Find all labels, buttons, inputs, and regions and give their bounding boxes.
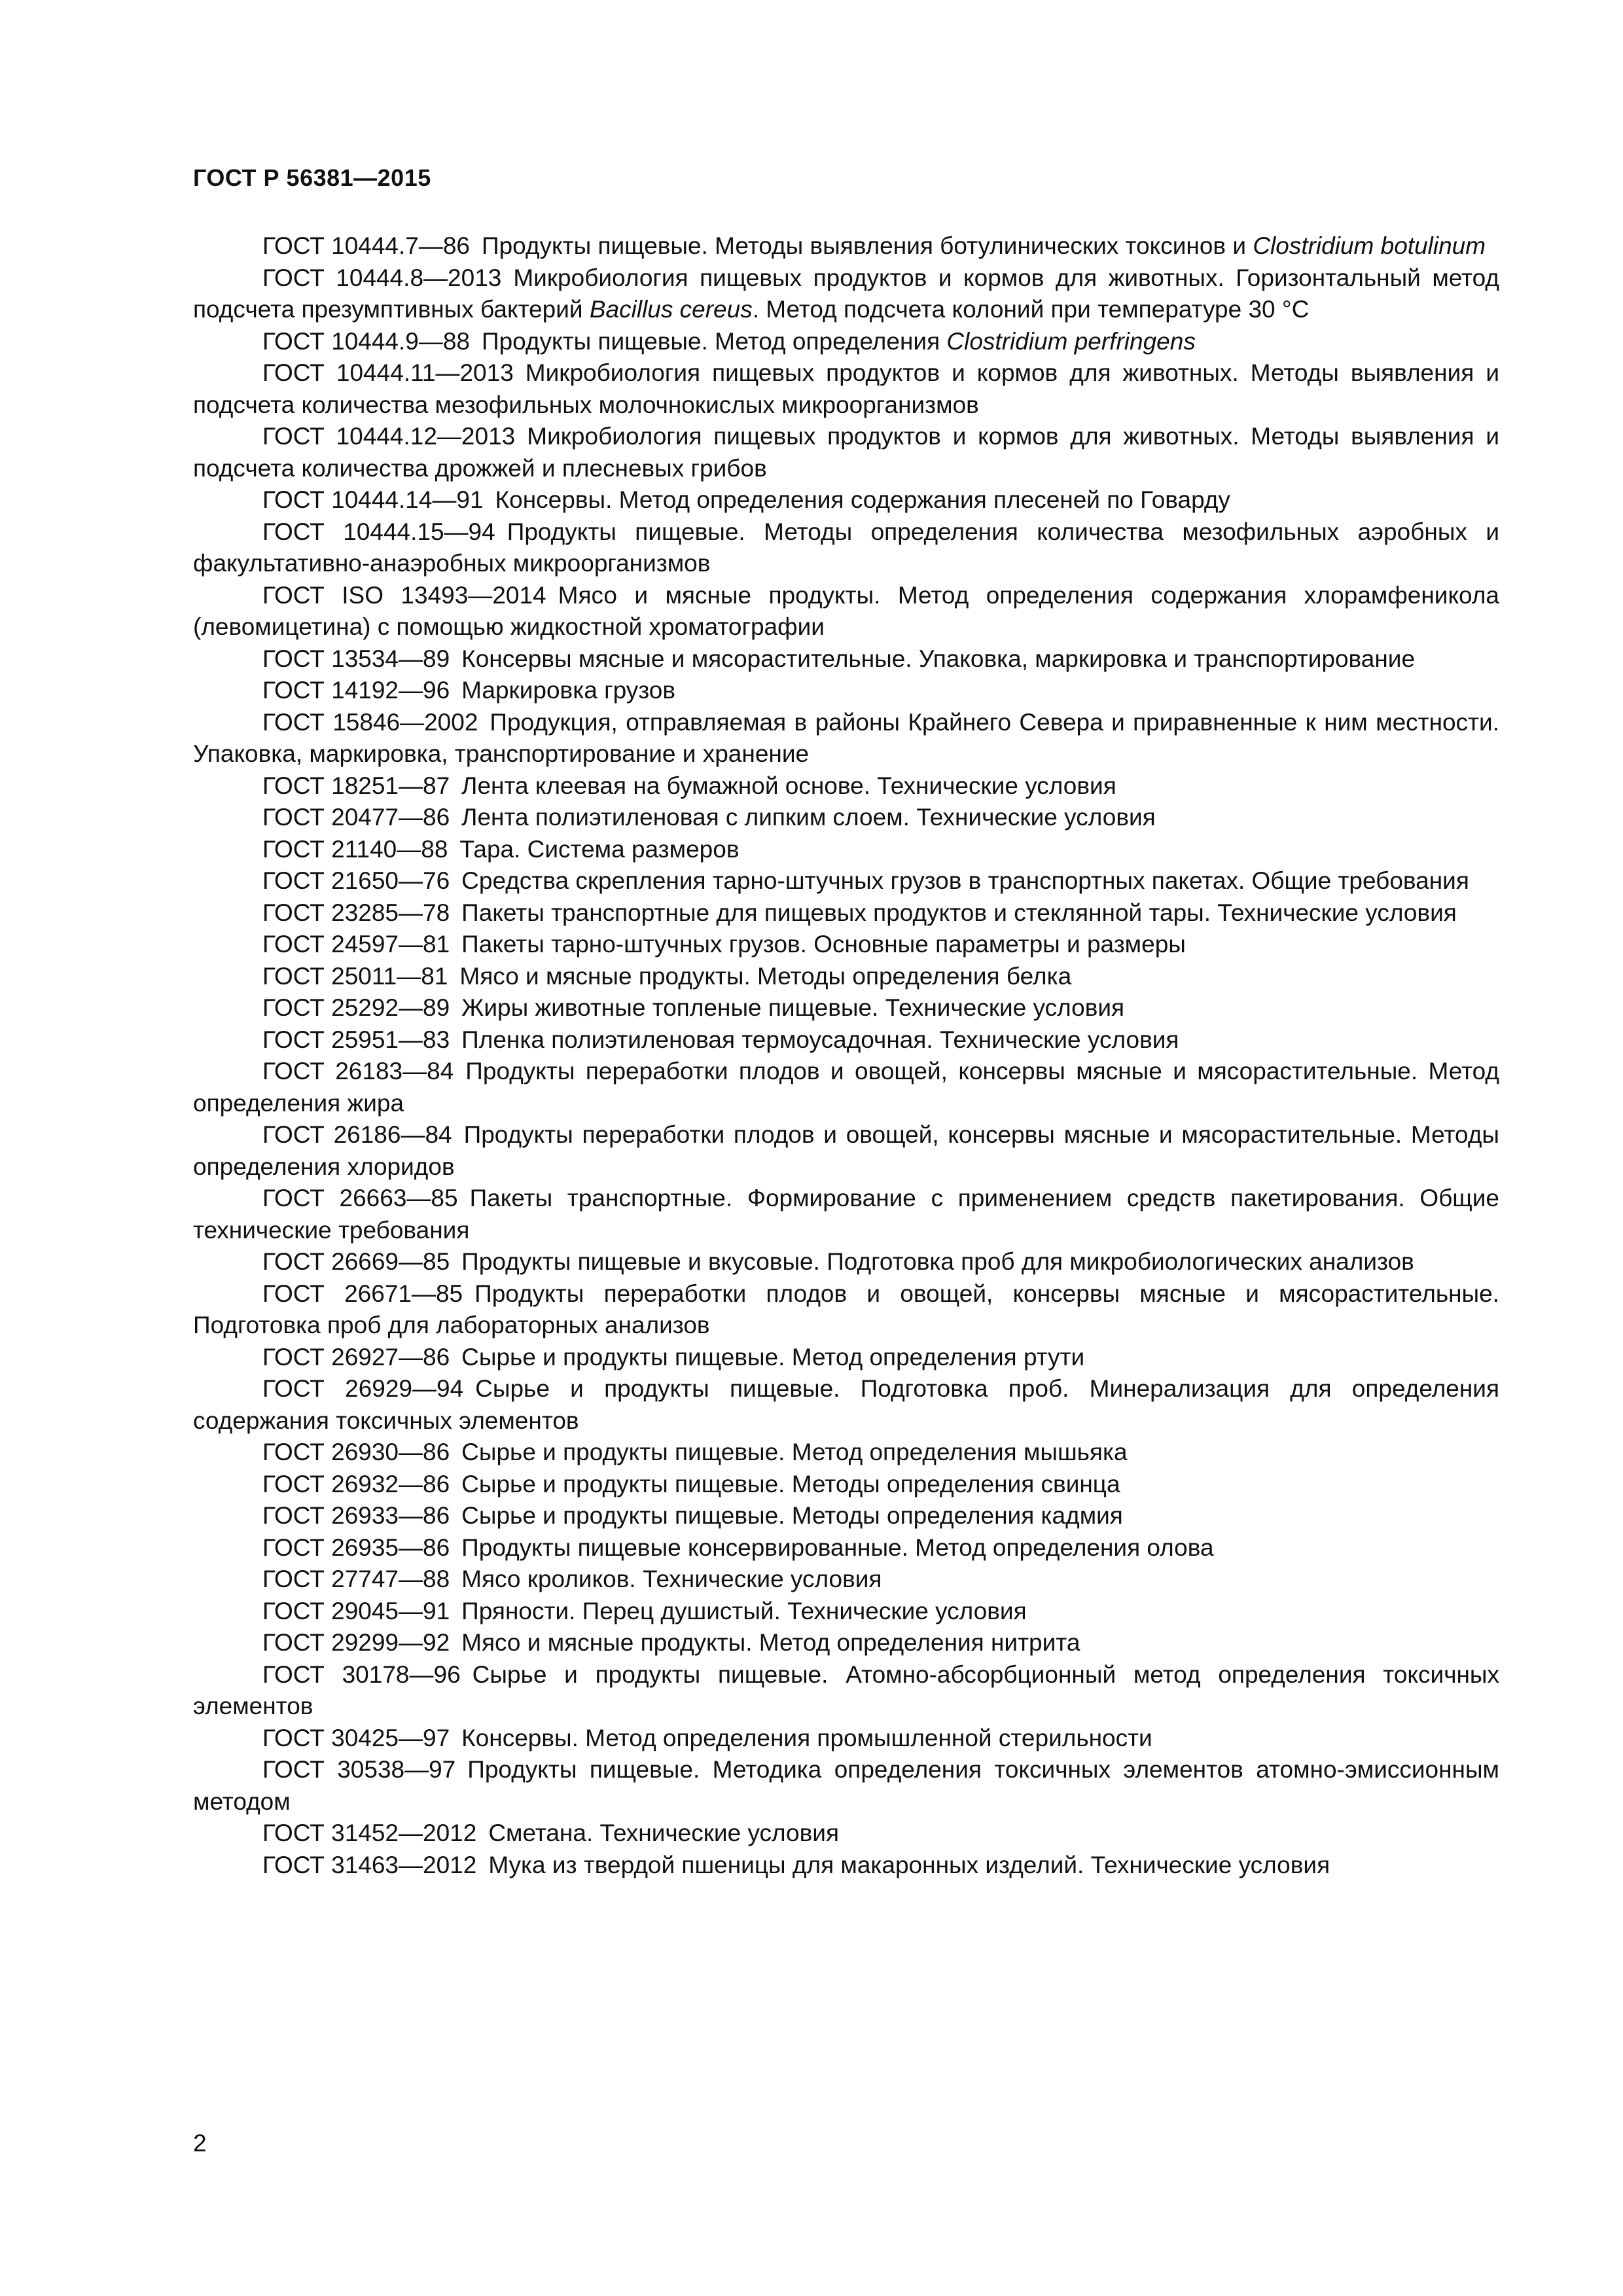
reference-title: Продукты переработки плодов и овощей, консервы мясные и мясорастительные. Методы определения хлоридов	[193, 1121, 1499, 1180]
reference-code: ГОСТ 27747—88	[262, 1566, 450, 1592]
reference-title: Продукты переработки плодов и овощей, консервы мясные и мясорастительные. Метод определения жира	[193, 1058, 1500, 1117]
reference-item	[193, 834, 1499, 866]
reference-item	[193, 580, 1499, 643]
reference-item	[193, 1596, 1499, 1628]
reference-title: Консервы мясные и мясорастительные. Упаковка, маркировка и транспортирование	[461, 645, 1416, 672]
reference-item	[193, 1246, 1499, 1278]
reference-title: Продукты пищевые. Методы выявления ботулинических токсинов и	[482, 232, 1253, 259]
reference-item	[193, 421, 1499, 484]
reference-item	[193, 1278, 1499, 1342]
reference-title: Мясо и мясные продукты. Метод определения содержания хлорамфеникола (левомицетина) с помощью жидкостной хроматографии	[193, 581, 1499, 640]
reference-code: ГОСТ 30178—96	[262, 1660, 461, 1688]
reference-item	[193, 1469, 1499, 1501]
reference-title: Мясо кроликов. Технические условия	[461, 1566, 882, 1592]
reference-title: Мясо и мясные продукты. Метод определения нитрита	[461, 1629, 1080, 1656]
reference-title: Консервы. Метод определения содержания плесеней по Говарду	[495, 486, 1230, 513]
reference-item	[193, 357, 1499, 421]
reference-title: Лента полиэтиленовая с липким слоем. Технические условия	[461, 804, 1156, 831]
reference-item	[193, 326, 1499, 358]
reference-item	[193, 1818, 1499, 1850]
page-header-standard-number: ГОСТ Р 56381—2015	[193, 164, 431, 191]
reference-code: ГОСТ 10444.9—88	[262, 327, 471, 355]
reference-item	[193, 961, 1499, 993]
reference-title-italic: Bacillus cereus	[589, 296, 753, 323]
reference-title-italic: Clostridium perfringens	[946, 327, 1196, 355]
reference-item	[193, 516, 1499, 580]
reference-code: ГОСТ 13534—89	[262, 645, 450, 672]
reference-title: Мясо и мясные продукты. Методы определения белка	[459, 962, 1072, 990]
reference-code: ГОСТ 10444.15—94	[262, 518, 495, 545]
reference-item	[193, 1437, 1499, 1469]
reference-code: ГОСТ 10444.7—86	[262, 232, 471, 259]
reference-title: Продукты пищевые и вкусовые. Подготовка проб для микробиологических анализов	[461, 1248, 1414, 1275]
reference-item	[193, 675, 1499, 707]
reference-code: ГОСТ 15846—2002	[262, 708, 478, 736]
reference-code: ГОСТ 26929—94	[262, 1375, 464, 1402]
reference-item	[193, 643, 1499, 675]
reference-code: ГОСТ 14192—96	[262, 677, 450, 704]
reference-title: Пакеты транспортные. Формирование с применением средств пакетирования. Общие технические требования	[193, 1185, 1499, 1244]
reference-item	[193, 1532, 1499, 1564]
reference-title: Сырье и продукты пищевые. Подготовка проб. Минерализация для определения содержания токсичных элементов	[193, 1375, 1499, 1434]
reference-title-tail: . Метод подсчета колоний при температуре 30 °С	[752, 296, 1310, 323]
reference-item	[193, 865, 1499, 897]
reference-item	[193, 1723, 1499, 1755]
reference-title: Сырье и продукты пищевые. Атомно-абсорбционный метод определения токсичных элементов	[193, 1660, 1499, 1719]
reference-code: ГОСТ 26669—85	[262, 1248, 450, 1275]
reference-title: Продукция, отправляемая в районы Крайнего Севера и приравненные к ним местности. Упаковка, маркировка, транспортирование и хранение	[193, 708, 1499, 767]
reference-code: ГОСТ 26927—86	[262, 1343, 450, 1371]
reference-item	[193, 1056, 1499, 1119]
reference-title: Средства скрепления тарно-штучных грузов в транспортных пакетах. Общие требования	[461, 867, 1469, 894]
reference-title: Пряности. Перец душистый. Технические условия	[461, 1597, 1027, 1624]
reference-code: ГОСТ 26663—85	[262, 1185, 458, 1211]
reference-code: ГОСТ 10444.11—2013	[262, 359, 514, 386]
reference-title: Сырье и продукты пищевые. Методы определения кадмия	[461, 1502, 1123, 1529]
reference-item	[193, 1564, 1499, 1596]
reference-code: ГОСТ 31463—2012	[262, 1851, 477, 1878]
page-number: 2	[193, 2130, 207, 2157]
reference-code: ГОСТ 20477—86	[262, 804, 450, 831]
reference-code: ГОСТ 10444.12—2013	[262, 423, 516, 450]
reference-title: Сырье и продукты пищевые. Метод определения мышьяка	[461, 1439, 1128, 1465]
reference-item	[193, 897, 1499, 929]
reference-code: ГОСТ 26186—84	[262, 1121, 452, 1148]
reference-code: ГОСТ 25951—83	[262, 1026, 450, 1053]
reference-item	[193, 1183, 1499, 1246]
reference-code: ГОСТ 30425—97	[262, 1724, 450, 1751]
reference-title: Мука из твердой пшеницы для макаронных изделий. Технические условия	[488, 1851, 1330, 1878]
reference-title: Пленка полиэтиленовая термоусадочная. Технические условия	[461, 1026, 1179, 1053]
reference-code: ГОСТ 26183—84	[262, 1058, 454, 1085]
reference-item	[193, 770, 1499, 802]
reference-item	[193, 1119, 1499, 1183]
reference-title: Пакеты тарно-штучных грузов. Основные параметры и размеры	[461, 931, 1186, 958]
reference-item	[193, 1659, 1499, 1723]
reference-title-italic: Clostridium botulinum	[1253, 232, 1486, 259]
reference-title: Микробиология пищевых продуктов и кормов для животных. Горизонтальный метод подсчета презумптивных бактерий	[193, 264, 1499, 323]
reference-code: ГОСТ 25292—89	[262, 994, 450, 1021]
reference-code: ГОСТ 26935—86	[262, 1534, 450, 1561]
reference-code: ГОСТ 10444.8—2013	[262, 264, 502, 291]
reference-code: ГОСТ 31452—2012	[262, 1820, 477, 1846]
reference-code: ГОСТ 23285—78	[262, 899, 450, 926]
reference-item	[193, 707, 1499, 770]
reference-title: Продукты пищевые. Методы определения количества мезофильных аэробных и факультативно-анаэробных микроорганизмов	[193, 518, 1499, 577]
reference-title: Сметана. Технические условия	[488, 1820, 839, 1846]
reference-item	[193, 1754, 1499, 1818]
reference-item	[193, 929, 1499, 961]
reference-title: Сырье и продукты пищевые. Метод определения ртути	[461, 1343, 1085, 1371]
reference-code: ГОСТ 18251—87	[262, 772, 450, 799]
reference-item	[193, 1342, 1499, 1374]
reference-title: Лента клеевая на бумажной основе. Технические условия	[461, 772, 1116, 799]
reference-item	[193, 802, 1499, 834]
reference-item	[193, 1024, 1499, 1056]
reference-item	[193, 1627, 1499, 1659]
reference-title: Маркировка грузов	[461, 677, 676, 704]
reference-code: ГОСТ 10444.14—91	[262, 486, 484, 513]
reference-title: Продукты пищевые консервированные. Метод определения олова	[461, 1534, 1214, 1561]
reference-item	[193, 992, 1499, 1024]
reference-title: Сырье и продукты пищевые. Методы определения свинца	[461, 1470, 1120, 1498]
reference-code: ГОСТ ISO 13493—2014	[262, 581, 546, 609]
reference-code: ГОСТ 30538—97	[262, 1756, 456, 1783]
reference-title: Консервы. Метод определения промышленной стерильности	[461, 1724, 1152, 1751]
reference-title: Микробиология пищевых продуктов и кормов для животных. Методы выявления и подсчета количества дрожжей и плесневых грибов	[193, 423, 1499, 482]
reference-title: Микробиология пищевых продуктов и кормов для животных. Методы выявления и подсчета количества мезофильных молочнокислых микроорганизмов	[193, 359, 1499, 418]
reference-code: ГОСТ 29299—92	[262, 1629, 450, 1656]
reference-item	[193, 1373, 1499, 1437]
reference-title: Тара. Система размеров	[459, 835, 740, 863]
reference-code: ГОСТ 24597—81	[262, 931, 450, 958]
reference-code: ГОСТ 26930—86	[262, 1439, 450, 1465]
reference-item	[193, 262, 1499, 326]
reference-code: ГОСТ 25011—81	[262, 962, 448, 990]
normative-references-list	[193, 230, 1499, 1881]
reference-code: ГОСТ 26671—85	[262, 1280, 463, 1307]
reference-code: ГОСТ 26933—86	[262, 1502, 450, 1529]
reference-item	[193, 230, 1499, 262]
reference-item	[193, 1850, 1499, 1882]
reference-item	[193, 484, 1499, 516]
reference-title: Продукты пищевые. Методика определения токсичных элементов атомно-эмиссионным методом	[193, 1756, 1499, 1815]
reference-item	[193, 1500, 1499, 1532]
reference-title: Продукты переработки плодов и овощей, консервы мясные и мясорастительные. Подготовка проб для лабораторных анализов	[193, 1280, 1499, 1338]
reference-title: Пакеты транспортные для пищевых продуктов и стеклянной тары. Технические условия	[461, 899, 1457, 926]
reference-code: ГОСТ 26932—86	[262, 1470, 450, 1498]
reference-title: Продукты пищевые. Метод определения	[482, 327, 947, 355]
reference-title: Жиры животные топленые пищевые. Технические условия	[461, 994, 1125, 1021]
reference-code: ГОСТ 29045—91	[262, 1597, 450, 1624]
reference-code: ГОСТ 21650—76	[262, 867, 450, 894]
reference-code: ГОСТ 21140—88	[262, 835, 448, 863]
